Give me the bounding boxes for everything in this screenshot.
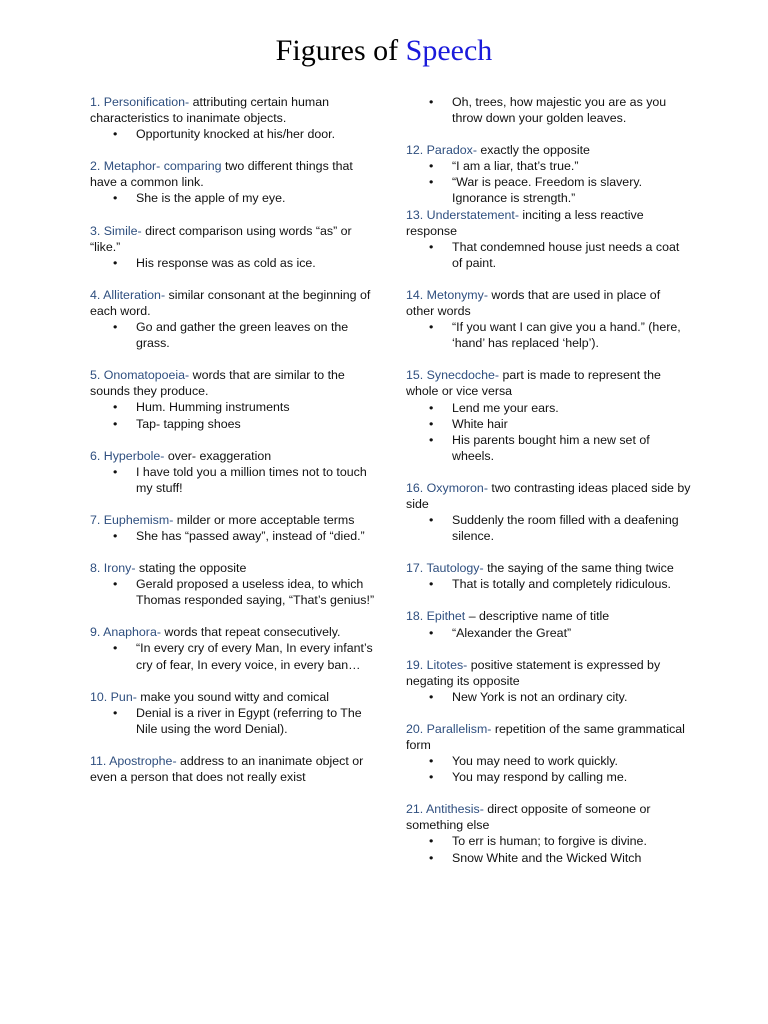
figure-entry: [406, 657, 691, 705]
example-list: [90, 528, 375, 544]
figure-entry: [406, 207, 691, 271]
figure-term: 12. Paradox-: [406, 143, 477, 158]
example-item: • “If you want I can give you a hand.” (here, ‘hand’ has replaced ‘help’).: [406, 319, 691, 351]
example-item: • White hair: [406, 416, 691, 432]
example-item: • “In every cry of every Man, In every infant’s cry of fear, In every voice, in every ban…: [90, 640, 375, 672]
example-item: • That is totally and completely ridiculous.: [406, 576, 691, 592]
example-list: [406, 833, 691, 865]
figure-entry: [90, 94, 375, 142]
example-item: • His parents bought him a new set of wheels.: [406, 432, 691, 464]
example-item: • Gerald proposed a useless idea, to which Thomas responded saying, “That’s genius!”: [90, 576, 375, 608]
figure-definition: over- exaggeration: [164, 448, 272, 463]
figure-definition: – descriptive name of title: [465, 609, 610, 624]
entry-heading: [406, 207, 691, 239]
figure-definition: words that are used in place of other words: [406, 287, 661, 319]
figure-entry: [90, 448, 375, 496]
entry-heading: [90, 753, 375, 785]
example-list: [406, 625, 691, 641]
figure-term: 9. Anaphora-: [90, 625, 161, 640]
figure-entry: [406, 801, 691, 865]
example-item: • “War is peace. Freedom is slavery. Ignorance is strength.”: [406, 174, 691, 206]
figure-term: 18. Epithet: [406, 609, 466, 624]
figure-definition: similar consonant at the beginning of each word.: [90, 287, 371, 318]
figure-definition: words that are similar to the sounds they produce.: [90, 368, 345, 399]
figure-term: 3. Simile-: [90, 223, 142, 238]
example-list: [90, 576, 375, 608]
figure-definition: stating the opposite: [135, 561, 247, 576]
example-item: • Suddenly the room filled with a deafening silence.: [406, 512, 691, 544]
example-item: • Denial is a river in Egypt (referring to The Nile using the word Denial).: [90, 705, 375, 737]
figure-term: 15. Synecdoche-: [406, 368, 499, 383]
right-column: [406, 94, 691, 882]
entry-heading: [90, 94, 375, 126]
example-item: • You may need to work quickly.: [406, 753, 691, 769]
figure-definition: positive statement is expressed by negating its opposite: [406, 657, 661, 688]
figure-definition: direct comparison using words “as” or “like.”: [90, 223, 352, 254]
example-list: [406, 512, 691, 544]
example-item: • You may respond by calling me.: [406, 769, 691, 785]
continued-example-list: [406, 94, 691, 126]
example-list: [90, 190, 375, 206]
entry-heading: [90, 624, 375, 640]
example-item: • “I am a liar, that’s true.”: [406, 158, 691, 174]
example-item: • Go and gather the green leaves on the grass.: [90, 319, 375, 351]
entry-heading: [406, 721, 691, 753]
example-item: • Tap- tapping shoes: [90, 416, 375, 432]
title-accent: Speech: [405, 34, 493, 67]
figure-term: 4. Alliteration-: [90, 287, 166, 302]
figure-term: 11. Apostrophe-: [90, 753, 177, 768]
figure-term: 14. Metonymy-: [406, 287, 488, 302]
figure-definition: repetition of the same grammatical form: [406, 721, 685, 752]
figure-definition: the saying of the same thing twice: [483, 561, 674, 576]
page-title: [0, 34, 768, 68]
entry-heading: [90, 512, 375, 528]
figure-term: 17. Tautology-: [406, 561, 484, 576]
example-list: [406, 319, 691, 351]
example-item: • To err is human; to forgive is divine.: [406, 833, 691, 849]
figure-entry: [90, 624, 375, 672]
figure-entry: [406, 367, 691, 464]
entry-heading: [90, 448, 375, 464]
example-list: [406, 753, 691, 785]
example-list: [90, 464, 375, 496]
example-item: • Snow White and the Wicked Witch: [406, 850, 691, 866]
entry-heading: [90, 223, 375, 255]
example-item: • That condemned house just needs a coat of paint.: [406, 239, 691, 271]
example-list: [406, 239, 691, 271]
example-item: • His response was as cold as ice.: [90, 255, 375, 271]
entry-heading: [90, 560, 375, 576]
figure-entry: [90, 223, 375, 271]
example-list: [90, 255, 375, 271]
title-main: Figures of: [275, 34, 406, 67]
example-item: • Lend me your ears.: [406, 400, 691, 416]
example-list: [90, 319, 375, 351]
entry-heading: [90, 367, 375, 399]
figure-definition: address to an inanimate object or even a person that does not really exist: [90, 753, 364, 784]
example-list: [90, 705, 375, 737]
figure-definition: attributing certain human characteristics to inanimate objects.: [90, 95, 330, 126]
figure-term: 1. Personification-: [90, 95, 190, 109]
example-item: • She is the apple of my eye.: [90, 190, 375, 206]
entry-heading: [406, 287, 691, 319]
figure-term: 7. Euphemism-: [90, 512, 174, 527]
figure-entry: [90, 512, 375, 544]
example-item: • “Alexander the Great”: [406, 625, 691, 641]
entry-heading: [406, 480, 691, 512]
figure-term: 13. Understatement-: [406, 207, 519, 222]
figure-term: 5. Onomatopoeia-: [90, 368, 190, 383]
figure-entry: [90, 753, 375, 785]
entry-heading: [406, 142, 691, 158]
figure-definition: words that repeat consecutively.: [160, 625, 341, 640]
figure-entry: [90, 367, 375, 431]
entry-heading: [90, 158, 375, 190]
entry-heading: [406, 801, 691, 833]
figure-entry: [406, 608, 691, 640]
figure-definition: milder or more acceptable terms: [173, 512, 355, 527]
example-item: • I have told you a million times not to touch my stuff!: [90, 464, 375, 496]
figure-entry: [406, 480, 691, 544]
example-list: [90, 126, 375, 142]
figure-definition: exactly the opposite: [476, 143, 590, 158]
figure-entry: [90, 560, 375, 608]
figure-entry: [406, 287, 691, 351]
figure-entry: [90, 689, 375, 737]
example-list: [406, 400, 691, 464]
entry-heading: [406, 657, 691, 689]
figure-entry: [90, 158, 375, 206]
example-item: • She has “passed away”, instead of “died.”: [90, 528, 375, 544]
example-item: • New York is not an ordinary city.: [406, 689, 691, 705]
example-list: [90, 399, 375, 431]
figure-definition: two different things that have a common link.: [90, 159, 353, 190]
figure-entry: [90, 287, 375, 351]
figure-definition: make you sound witty and comical: [136, 689, 329, 704]
figure-entry: [406, 560, 691, 592]
figure-definition: two contrasting ideas placed side by side: [406, 480, 691, 511]
entry-heading: [406, 560, 691, 576]
figure-entry: [406, 721, 691, 785]
left-column: [90, 94, 375, 801]
example-list: [406, 576, 691, 592]
figure-entry: [406, 142, 691, 206]
example-item: • Opportunity knocked at his/her door.: [90, 126, 375, 142]
figure-term: 16. Oxymoron-: [406, 480, 488, 495]
figure-term: 19. Litotes-: [406, 657, 468, 672]
figure-term: 20. Parallelism-: [406, 721, 492, 736]
example-item: • Oh, trees, how majestic you are as you throw down your golden leaves.: [406, 94, 691, 126]
figure-term: 8. Irony-: [90, 561, 136, 576]
entry-heading: [406, 367, 691, 399]
figure-term: 6. Hyperbole-: [90, 448, 165, 463]
example-list: [406, 158, 691, 206]
figure-term: 2. Metaphor- comparing: [90, 159, 222, 174]
example-list: [90, 640, 375, 672]
figure-term: 10. Pun-: [90, 689, 137, 704]
example-list: [406, 689, 691, 705]
entry-heading: [406, 608, 691, 624]
entry-heading: [90, 689, 375, 705]
figure-definition: part is made to represent the whole or vice versa: [406, 368, 661, 399]
example-item: • Hum. Humming instruments: [90, 399, 375, 415]
figure-term: 21. Antithesis-: [406, 802, 484, 817]
figure-definition: direct opposite of someone or something else: [406, 802, 651, 833]
figure-definition: inciting a less reactive response: [406, 207, 644, 238]
entry-heading: [90, 287, 375, 319]
